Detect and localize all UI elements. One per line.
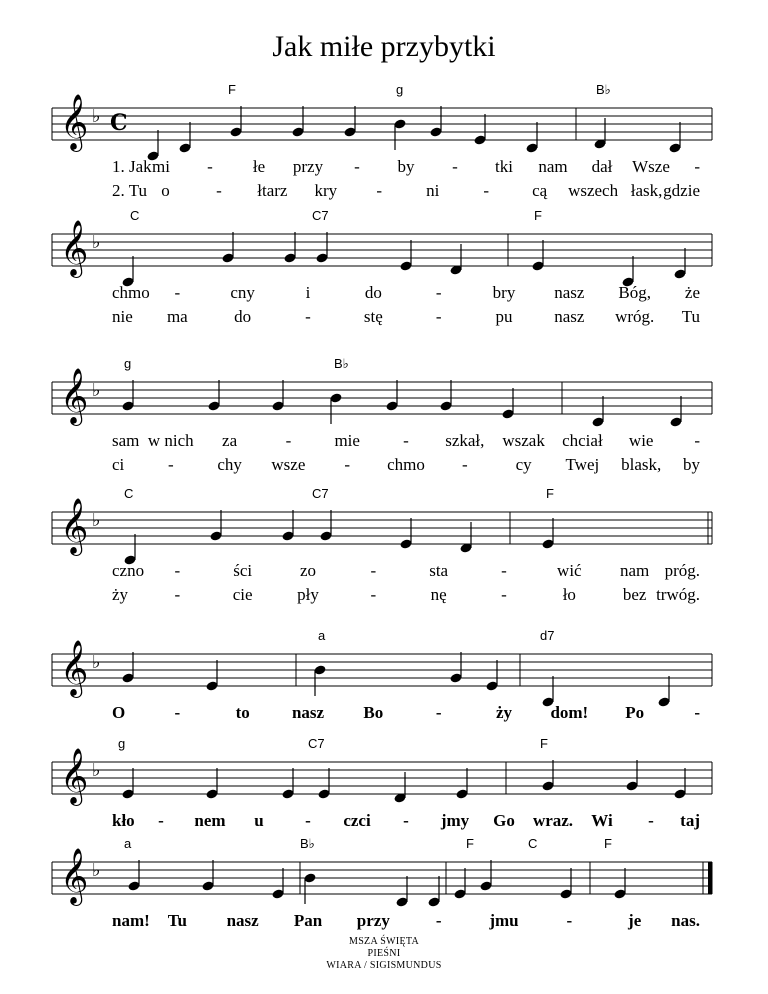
lyric-syllable: tki bbox=[495, 157, 513, 176]
chord-symbol: F bbox=[546, 486, 554, 501]
lyric-syllable: - bbox=[305, 811, 311, 830]
chord-symbol: C7 bbox=[312, 208, 329, 223]
treble-clef-icon: 𝄞 bbox=[60, 498, 89, 554]
lyric-syllable: blask, bbox=[621, 455, 662, 474]
lyric-syllable: - bbox=[174, 283, 181, 302]
song-title: Jak miłe przybytki bbox=[272, 30, 496, 63]
lyric-syllable: przy bbox=[356, 911, 390, 930]
lyric-syllable: cą bbox=[532, 181, 548, 200]
chord-symbol: d7 bbox=[540, 628, 555, 643]
chord-symbol: F bbox=[604, 836, 612, 851]
lyric-syllable: - bbox=[305, 307, 311, 326]
lyric-syllable: - bbox=[207, 157, 213, 176]
lyric-syllable: - bbox=[344, 455, 351, 474]
lyric-syllable: - bbox=[452, 157, 458, 176]
footer-line-source: WIARA / SIGISMUNDUS bbox=[326, 960, 442, 971]
lyric-syllable: cy bbox=[515, 455, 532, 474]
lyric-syllable: nasz bbox=[554, 283, 585, 302]
lyric-syllable: za bbox=[222, 431, 238, 450]
lyric-syllable: ci bbox=[112, 455, 125, 474]
lyric-syllable: nas. bbox=[671, 911, 700, 930]
lyric-syllable: bez bbox=[622, 585, 647, 604]
lyric-syllable: nę bbox=[430, 585, 447, 604]
lyric-syllable: sta bbox=[429, 561, 449, 580]
lyric-syllable: pu bbox=[495, 307, 513, 326]
lyric-syllable: w nich bbox=[147, 431, 194, 450]
flat-key-signature-icon: ♭ bbox=[92, 860, 101, 881]
lyric-syllable: Bo bbox=[363, 703, 384, 722]
treble-clef-icon: 𝄞 bbox=[60, 368, 89, 424]
flat-key-signature-icon: ♭ bbox=[92, 760, 101, 781]
lyric-syllable: to bbox=[235, 703, 250, 722]
chord-symbol: C7 bbox=[312, 486, 329, 501]
footer-line-songs: PIEŚNI bbox=[367, 948, 401, 959]
lyric-syllable: Wsze bbox=[632, 157, 670, 176]
lyric-syllable: - bbox=[370, 561, 377, 580]
chord-symbol: g bbox=[124, 356, 132, 371]
lyric-syllable: do bbox=[364, 283, 382, 302]
lyric-syllable: - bbox=[167, 455, 174, 474]
lyric-syllable: nam bbox=[538, 157, 568, 176]
lyric-syllable: - bbox=[174, 561, 181, 580]
lyric-syllable: o bbox=[161, 181, 170, 200]
lyric-syllable: sam bbox=[112, 431, 140, 450]
treble-clef-icon: 𝄞 bbox=[60, 640, 89, 696]
lyric-syllable: chciał bbox=[562, 431, 603, 450]
flat-key-signature-icon: ♭ bbox=[92, 106, 101, 127]
lyric-syllable: wróg. bbox=[615, 307, 655, 326]
chord-symbol: C bbox=[124, 486, 134, 501]
chord-symbol: F bbox=[228, 82, 236, 97]
staff-system-6 bbox=[52, 736, 712, 830]
lyric-syllable: ży bbox=[112, 585, 129, 604]
flat-key-signature-icon: ♭ bbox=[92, 510, 101, 531]
lyric-syllable: - bbox=[216, 181, 222, 200]
lyric-syllable: cny bbox=[230, 283, 255, 302]
lyric-syllable: mie bbox=[334, 431, 360, 450]
lyric-syllable: Pan bbox=[293, 911, 323, 930]
lyric-syllable: wie bbox=[628, 431, 654, 450]
chord-symbol: B♭ bbox=[334, 356, 349, 371]
staff-system-5 bbox=[52, 628, 712, 722]
lyric-syllable: dom! bbox=[550, 703, 589, 722]
lyric-syllable: nasz bbox=[291, 703, 325, 722]
lyric-syllable: - bbox=[694, 703, 700, 722]
lyric-syllable: - bbox=[285, 431, 292, 450]
lyric-syllable: - bbox=[648, 811, 654, 830]
chord-symbol: C bbox=[130, 208, 140, 223]
lyric-syllable: Tu bbox=[167, 911, 187, 930]
flat-key-signature-icon: ♭ bbox=[92, 232, 101, 253]
lyric-syllable: próg. bbox=[664, 561, 700, 580]
lyric-syllable: ży bbox=[495, 703, 513, 722]
lyric-syllable: u bbox=[254, 811, 264, 830]
treble-clef-icon: 𝄞 bbox=[60, 94, 89, 150]
lyric-syllable: szkał, bbox=[445, 431, 485, 450]
lyric-syllable: nam! bbox=[112, 911, 150, 930]
lyric-syllable: trwóg. bbox=[656, 585, 700, 604]
lyric-syllable: - bbox=[435, 283, 442, 302]
lyric-syllable: - bbox=[435, 703, 442, 722]
chord-symbol: F bbox=[534, 208, 542, 223]
chord-symbol: F bbox=[540, 736, 548, 751]
lyric-syllable: - bbox=[403, 431, 409, 450]
lyric-syllable: - bbox=[694, 431, 700, 450]
staff-system-7 bbox=[52, 836, 712, 930]
chord-symbol: g bbox=[118, 736, 126, 751]
lyric-syllable: do bbox=[234, 307, 252, 326]
lyric-syllable: by bbox=[397, 157, 415, 176]
lyric-syllable: Po bbox=[625, 703, 645, 722]
lyric-syllable: - bbox=[354, 157, 360, 176]
lyric-syllable: - bbox=[461, 455, 468, 474]
lyric-syllable: mi bbox=[152, 157, 170, 176]
lyric-syllable: pły bbox=[297, 585, 319, 604]
lyric-syllable: jmu bbox=[489, 911, 519, 930]
lyric-syllable: że bbox=[684, 283, 700, 302]
lyric-syllable: wić bbox=[557, 561, 582, 580]
staff-system-2 bbox=[52, 208, 712, 326]
final-bar-line bbox=[708, 862, 712, 894]
lyric-syllable: nasz bbox=[226, 911, 259, 930]
lyric-syllable: - bbox=[501, 585, 507, 604]
lyric-syllable: chy bbox=[217, 455, 242, 474]
lyric-syllable: 1. Jak bbox=[112, 157, 152, 176]
chord-symbol: C bbox=[528, 836, 538, 851]
treble-clef-icon: 𝄞 bbox=[60, 748, 89, 804]
time-signature: C bbox=[110, 110, 128, 136]
chord-symbol: F bbox=[466, 836, 474, 851]
footer-credits bbox=[0, 936, 768, 972]
lyric-syllable: chmo bbox=[387, 455, 425, 474]
chord-symbol: a bbox=[124, 836, 132, 851]
lyric-syllable: kło bbox=[112, 811, 135, 830]
lyric-syllable: wszak bbox=[502, 431, 545, 450]
lyric-syllable: - bbox=[174, 703, 181, 722]
lyric-syllable: ło bbox=[562, 585, 576, 604]
lyric-syllable: - bbox=[566, 911, 573, 930]
lyric-syllable: łe bbox=[252, 157, 266, 176]
lyric-syllable: kry bbox=[314, 181, 338, 200]
lyric-syllable: czno bbox=[112, 561, 145, 580]
lyric-syllable: nie bbox=[112, 307, 133, 326]
lyric-syllable: nem bbox=[194, 811, 226, 830]
flat-key-signature-icon: ♭ bbox=[92, 652, 101, 673]
lyric-syllable: - bbox=[158, 811, 164, 830]
lyric-syllable: taj bbox=[680, 811, 700, 830]
lyric-syllable: - bbox=[376, 181, 383, 200]
lyric-syllable: stę bbox=[363, 307, 383, 326]
lyric-syllable: wraz. bbox=[532, 811, 574, 830]
treble-clef-icon: 𝄞 bbox=[60, 848, 89, 904]
staff-system-3 bbox=[52, 356, 712, 474]
chord-symbol: B♭ bbox=[300, 836, 315, 851]
lyric-syllable: bry bbox=[492, 283, 516, 302]
lyric-syllable: łask, bbox=[630, 181, 663, 200]
lyric-syllable: - bbox=[435, 911, 442, 930]
lyric-syllable: łtarz bbox=[257, 181, 288, 200]
lyric-syllable: wsze bbox=[271, 455, 306, 474]
lyric-syllable: by bbox=[683, 455, 700, 474]
lyric-syllable: nam bbox=[620, 561, 650, 580]
lyric-syllable: przy bbox=[292, 157, 324, 176]
chord-symbol: a bbox=[318, 628, 326, 643]
lyric-syllable: je bbox=[628, 911, 642, 930]
lyric-syllable: Bóg, bbox=[618, 283, 651, 302]
lyric-syllable: - bbox=[694, 157, 700, 176]
lyric-syllable: - bbox=[370, 585, 377, 604]
lyric-syllable: - bbox=[403, 811, 409, 830]
chord-symbol: C7 bbox=[308, 736, 325, 751]
lyric-syllable: gdzie bbox=[663, 181, 700, 200]
staff-system-1 bbox=[52, 82, 712, 200]
lyric-syllable: i bbox=[305, 283, 311, 302]
lyric-syllable: O bbox=[112, 703, 126, 722]
lyric-syllable: - bbox=[435, 307, 442, 326]
chord-symbol: g bbox=[396, 82, 404, 97]
lyric-syllable: zo bbox=[299, 561, 317, 580]
lyric-syllable: cie bbox=[232, 585, 253, 604]
lyric-syllable: ści bbox=[233, 561, 253, 580]
lyric-syllable: dał bbox=[591, 157, 613, 176]
lyric-syllable: Wi bbox=[591, 811, 613, 830]
lyric-syllable: - bbox=[483, 181, 490, 200]
lyric-syllable: nasz bbox=[554, 307, 585, 326]
lyric-syllable: Go bbox=[493, 811, 515, 830]
lyric-syllable: Tu bbox=[681, 307, 700, 326]
chord-symbol: B♭ bbox=[596, 82, 611, 97]
lyric-syllable: ni bbox=[426, 181, 440, 200]
lyric-syllable: chmo bbox=[112, 283, 150, 302]
lyric-syllable: jmy bbox=[440, 811, 470, 830]
lyric-syllable: wszech bbox=[568, 181, 619, 200]
lyric-syllable: czci bbox=[343, 811, 371, 830]
treble-clef-icon: 𝄞 bbox=[60, 220, 89, 276]
lyric-syllable: - bbox=[174, 585, 181, 604]
lyric-syllable: Twej bbox=[565, 455, 600, 474]
flat-key-signature-icon: ♭ bbox=[92, 380, 101, 401]
staff-system-4 bbox=[52, 486, 712, 604]
lyric-syllable: 2. Tu bbox=[112, 181, 147, 200]
footer-line-mass: MSZA ŚWIĘTA bbox=[349, 936, 419, 947]
lyric-syllable: - bbox=[501, 561, 507, 580]
lyric-syllable: ma bbox=[166, 307, 188, 326]
